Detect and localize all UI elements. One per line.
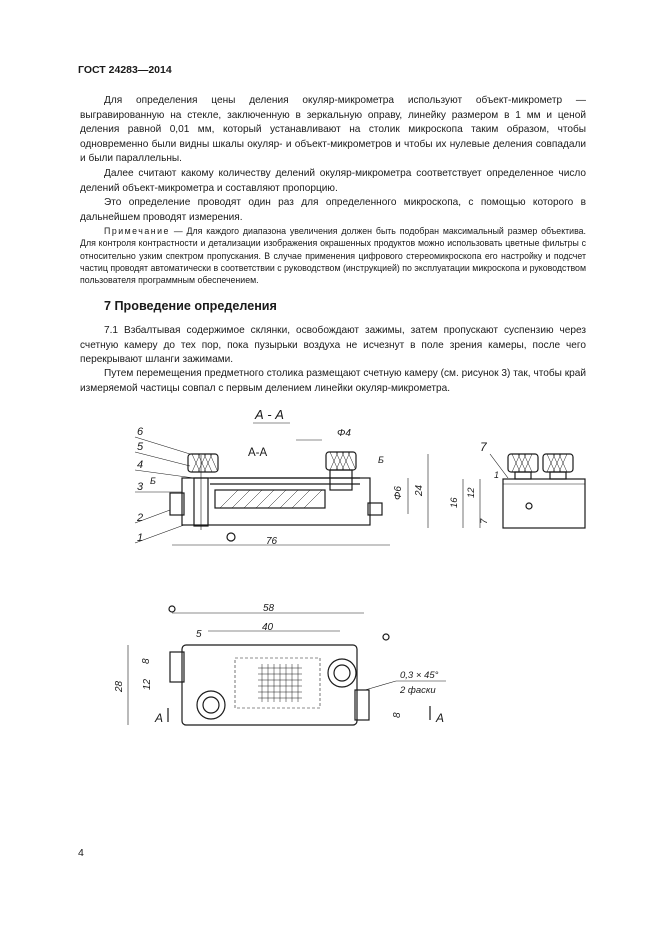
dim-24: 24	[414, 484, 425, 496]
dim-dia-4: Φ4	[337, 428, 351, 439]
section-paragraph-1: 7.1 Взбалтывая содержимое склянки, освобождают зажимы, затем пропускают суспензию через счетную камеру до тех пор, пока пузырьки воздуха не исчезнут в поле зрения камеры, после чего перекрывают шланги зажимами.	[80, 325, 586, 366]
callout-6: 6	[137, 426, 144, 438]
dim-8-right: 8	[392, 712, 403, 718]
section-view	[135, 407, 428, 547]
callout-4: 4	[137, 459, 144, 471]
section-mark-right: А	[436, 711, 445, 725]
section-mark-left: А	[155, 711, 164, 725]
plan-view	[114, 603, 446, 725]
paragraph-3: Это определение проводят один раз для определенного микроскопа, с помощью которого в дальнейшем проводят измерения.	[80, 197, 586, 223]
callout-2: 2	[137, 512, 144, 524]
side-view	[449, 440, 585, 528]
dim-12: 12	[466, 487, 477, 498]
section-paragraph-2: Путем перемещения предметного столика размещают счетную камеру (см. рисунок 3) так, чтобы край измеряемой частицы совпал с первым делением линейки окуляр-микрометра.	[80, 368, 586, 394]
mark-b-right: Б	[378, 455, 384, 465]
chamfer-label: 0,3 × 45°	[400, 670, 439, 681]
chamfer-note: 2 фаски	[400, 685, 436, 696]
dim-1: 1	[494, 470, 500, 480]
callout-7: 7	[480, 440, 487, 454]
dim-28: 28	[114, 680, 125, 692]
document-header: ГОСТ 24283—2014	[78, 64, 172, 76]
callout-3: 3	[137, 481, 144, 493]
dim-12-plan: 12	[142, 678, 153, 690]
callout-1: 1	[137, 532, 144, 544]
paragraph-2: Далее считают какому количеству делений окуляр-микрометра соответствует определенное число делений объект-микрометра и составляют пропорцию.	[80, 168, 586, 194]
note-paragraph	[80, 225, 586, 286]
dim-7: 7	[479, 518, 490, 524]
note-label: Примечание	[104, 226, 170, 236]
section-title: 7 Проведение определения	[104, 299, 277, 313]
note-text: — Для каждого диапазона увеличения должен быть подобран максимальный размер объектива. Для контроля контрастности и детализации изображения окрашенных продуктов можно использовать цветные фильтры с относительно узким спектром пропускания. В случае применения цифрового стереомикроскопа его настройку и подсчет частиц проводят автоматически в соответствии с руководством (инструкцией) по эксплуатации микроскопа и руководством пользователя программным обеспечением.	[80, 226, 586, 286]
dim-76: 76	[266, 536, 278, 547]
page-number: 4	[78, 847, 84, 859]
mark-b-left: Б	[150, 476, 156, 486]
dim-5: 5	[196, 629, 202, 640]
callout-5: 5	[137, 441, 144, 453]
dim-40: 40	[262, 622, 274, 633]
paragraph-1: Для определения цены деления окуляр-микрометра используют объект-микрометр — выгравированную на стекле, заключенную в зеркальную оправу, линейку размером в 1 мм и ценой деления равной 0,01 мм, который устанавливают на столик микроскопа таким образом, чтобы одновременно были видны шкалы окуляр- и объект-микрометров и чтобы их нулевые деления совпадали и были параллельны.	[80, 95, 586, 165]
dim-dia-6: Φ6	[393, 486, 404, 500]
section-label-inner: А-А	[248, 447, 268, 459]
dim-16: 16	[449, 497, 460, 508]
dim-58: 58	[263, 603, 275, 614]
dim-8-left: 8	[141, 658, 152, 664]
section-label: А - А	[255, 407, 284, 422]
